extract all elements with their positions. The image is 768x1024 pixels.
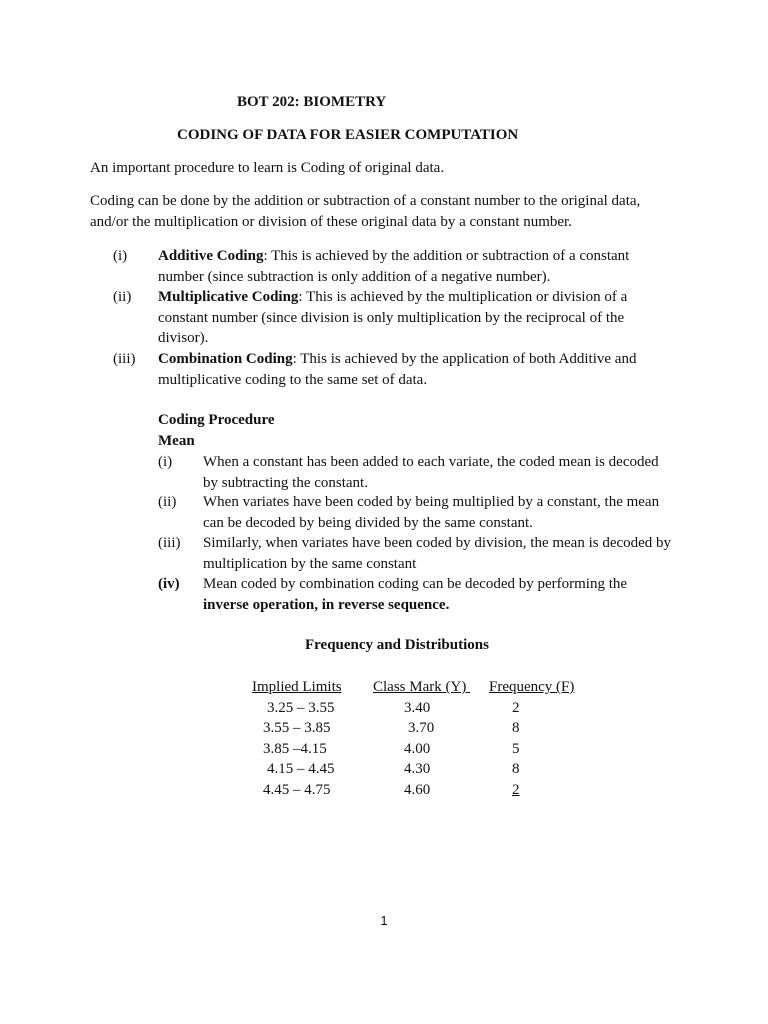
mean-item <box>158 452 678 494</box>
list-text: : This is achieved by the addition or subtraction of a constant number (since subtraction is only addition of a negative number). <box>158 248 630 285</box>
table-cell: 3.25 – 3.55 <box>267 699 335 716</box>
coding-type-multiplicative <box>113 287 673 349</box>
table-row <box>249 759 589 780</box>
table-cell: 3.70 <box>408 720 435 737</box>
table-cell: 4.15 – 4.45 <box>267 761 335 778</box>
table-cell: 4.45 – 4.75 <box>263 782 331 799</box>
table-row <box>249 780 589 801</box>
mean-item <box>158 492 678 534</box>
list-text-bold: inverse operation, in reverse sequence. <box>203 596 450 613</box>
frequency-total-value: 2 <box>512 782 520 799</box>
coding-type-additive <box>113 246 673 288</box>
table-cell: 4.60 <box>404 782 431 799</box>
mean-item <box>158 574 678 616</box>
table-cell: 8 <box>512 720 520 737</box>
table-header-row <box>249 677 589 698</box>
table-cell: 2 <box>512 699 520 716</box>
term-combination-coding: Combination Coding <box>158 351 293 367</box>
course-title: BOT 202: BIOMETRY <box>237 94 387 110</box>
table-cell: 3.85 –4.15 <box>263 740 327 757</box>
list-label: (iii) <box>158 535 181 551</box>
table-cell: 4.30 <box>404 761 431 778</box>
page-number: 1 <box>380 913 388 928</box>
intro-text: An important procedure to learn is Coding of original data. <box>90 160 445 176</box>
section-title: CODING OF DATA FOR EASIER COMPUTATION <box>177 127 519 143</box>
list-label: (i) <box>113 248 128 264</box>
term-multiplicative-coding: Multiplicative Coding <box>158 289 299 305</box>
table-header-cell: Class Mark (Y) <box>373 679 471 696</box>
table-row <box>249 698 589 719</box>
table-cell: 3.40 <box>404 699 431 716</box>
table-cell: 4.00 <box>404 740 431 757</box>
coding-paragraph: Coding can be done by the addition or subtraction of a constant number to the original data, and/or the multiplication or division of these original data by a constant number. <box>90 193 641 230</box>
list-label: (i) <box>158 454 173 470</box>
table-header-cell: Frequency (F) <box>489 679 575 696</box>
coding-type-combination <box>113 349 673 391</box>
table-row <box>249 718 589 739</box>
list-text: : This is achieved by the multiplication or division of a constant number (since division is only multiplication by the reciprocal of the divisor). <box>158 289 628 346</box>
list-text: : This is achieved by the application of both Additive and multiplicative coding to the same set of data. <box>158 351 637 388</box>
term-additive-coding: Additive Coding <box>158 248 264 264</box>
list-label: (iii) <box>113 351 136 367</box>
table-cell: 3.55 – 3.85 <box>263 720 331 737</box>
list-label: (ii) <box>158 494 177 510</box>
list-text: Mean coded by combination coding can be decoded by performing the <box>203 576 628 592</box>
table-title: Frequency and Distributions <box>305 637 489 653</box>
table-cell <box>489 780 589 801</box>
list-text: When variates have been coded by being multiplied by a constant, the mean can be decoded by being divided by the same constant. <box>203 494 660 531</box>
list-label: (ii) <box>113 289 132 305</box>
table-row <box>249 739 589 760</box>
table-cell: 8 <box>512 761 520 778</box>
frequency-table <box>249 677 589 801</box>
table-header-cell: Implied Limits <box>252 679 342 696</box>
list-text: Similarly, when variates have been coded by division, the mean is decoded by multiplication by the same constant <box>203 535 672 572</box>
mean-item <box>158 533 678 575</box>
list-label: (iv) <box>158 576 180 592</box>
mean-heading: Mean <box>158 433 195 449</box>
list-text: When a constant has been added to each variate, the coded mean is decoded by subtracting the constant. <box>203 454 659 491</box>
procedure-heading: Coding Procedure <box>158 412 275 428</box>
table-cell: 5 <box>512 740 520 757</box>
